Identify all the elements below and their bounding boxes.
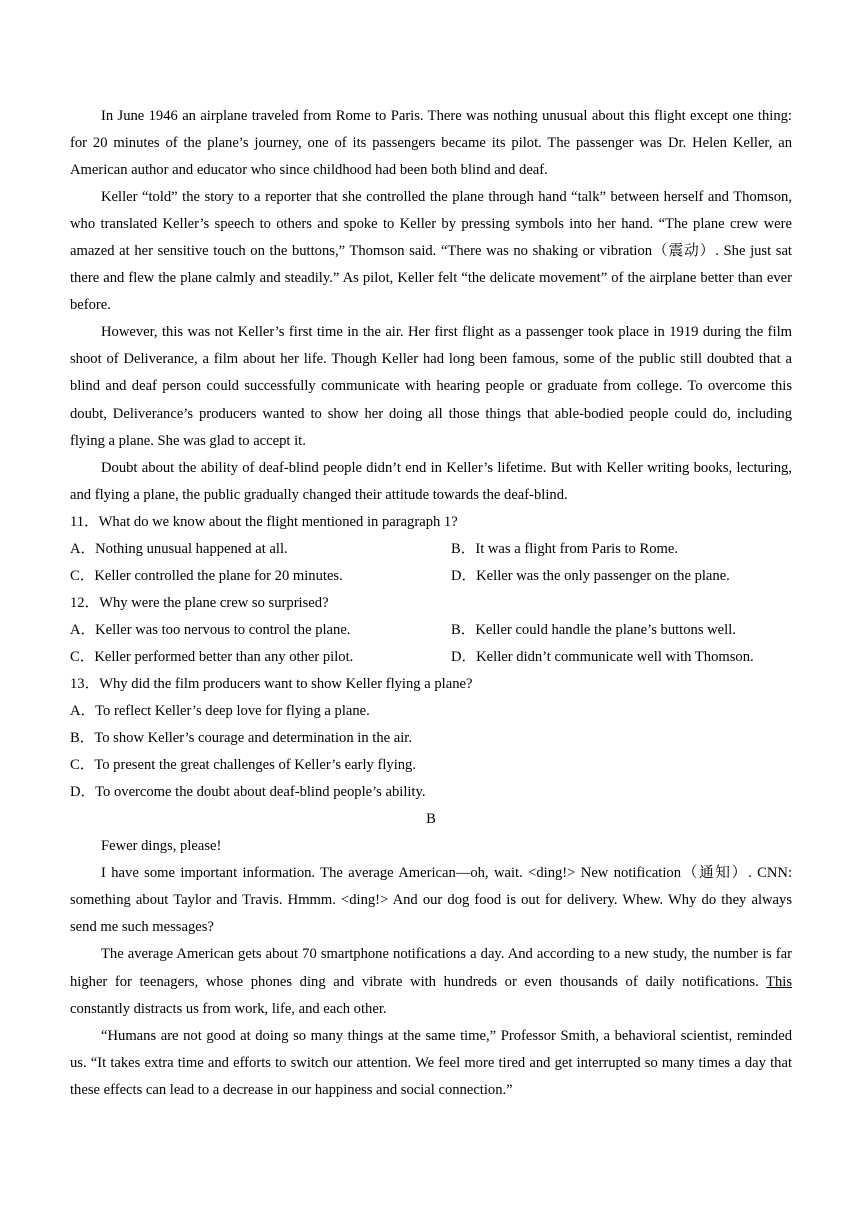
question-13-stem: 13．Why did the film producers want to show Keller flying a plane? — [70, 675, 473, 692]
question-11-option-a: A．Nothing unusual happened at all. — [70, 540, 288, 557]
question-11-option-c: C．Keller controlled the plane for 20 minutes. — [70, 567, 343, 584]
passage-b-paragraph-2 — [70, 941, 792, 1022]
question-11-options-row-1 — [70, 536, 792, 563]
passage-b-paragraph-3: “Humans are not good at doing so many things at the same time,” Professor Smith, a behavioral scientist, reminded us. “It takes extra time and efforts to switch our attention. We feel more tired and get interrupted so many times a day that these effects can lead to a decrease in our happiness and social connection.” — [70, 1027, 792, 1098]
passage-a-paragraph-3: However, this was not Keller’s first time in the air. Her first flight as a passenger took place in 1919 during the film shoot of Deliverance, a film about her life. Though Keller had long been famous, some of the public still doubted that a blind and deaf person could successfully communicate with hearing people or graduate from college. To overcome this doubt, Deliverance’s producers wanted to show her doing all those things that able-bodied people could do, including flying a plane. She was glad to accept it. — [70, 324, 792, 449]
section-b-heading: B — [426, 811, 436, 828]
passage-a-paragraph-4: Doubt about the ability of deaf-blind people didn’t end in Keller’s lifetime. But with Keller writing books, lecturing, and flying a plane, the public gradually changed their attitude towards the deaf-blind. — [70, 459, 792, 503]
passage-b-title: Fewer dings, please! — [101, 838, 222, 855]
passage-a-paragraph-1: In June 1946 an airplane traveled from Rome to Paris. There was nothing unusual about this flight except one thing: for 20 minutes of the plane’s journey, one of its passengers became its pilot. The passenger was Dr. Helen Keller, an American author and educator who since childhood had been both blind and deaf. — [70, 108, 792, 179]
question-13-option-b: B．To show Keller’s courage and determination in the air. — [70, 730, 412, 747]
question-13-option-d: D．To overcome the doubt about deaf-blind people’s ability. — [70, 784, 426, 801]
question-11-stem: 11．What do we know about the flight mentioned in paragraph 1? — [70, 513, 458, 530]
question-13-option-c: C．To present the great challenges of Keller’s early flying. — [70, 757, 417, 774]
passage-b-paragraph-1: I have some important information. The average American—oh, wait. <ding!> New notification（通知）. CNN: something about Taylor and Travis. Hmmm. <ding!> And our dog food is out for delivery. Whew. Why do they always send me such messages? — [70, 865, 792, 936]
question-12-option-b: B．Keller could handle the plane’s buttons well. — [451, 621, 736, 638]
question-12-options-row-2 — [70, 644, 792, 671]
passage-b-paragraph-2-text-before: The average American gets about 70 smartphone notifications a day. And according to a new study, the number is far higher for teenagers, whose phones ding and vibrate with hundreds or even thousands of daily notifications. — [70, 946, 792, 990]
question-12-option-c: C．Keller performed better than any other pilot. — [70, 648, 354, 665]
question-11-option-d: D．Keller was the only passenger on the plane. — [451, 567, 730, 584]
question-12-stem: 12．Why were the plane crew so surprised? — [70, 594, 329, 611]
question-13-option-a: A．To reflect Keller’s deep love for flying a plane. — [70, 703, 370, 720]
document-content — [70, 103, 792, 1104]
passage-a-paragraph-2: Keller “told” the story to a reporter that she controlled the plane through hand “talk” between herself and Thomson, who translated Keller’s speech to others and spoke to Keller by pressing symbols into her hand. “The plane crew were amazed at her sensitive touch on the buttons,” Thomson said. “There was no shaking or vibration（震动）. She just sat there and flew the plane calmly and steadily.” As pilot, Keller felt “the delicate movement” of the airplane better than ever before. — [70, 189, 792, 314]
underlined-word-this: This — [766, 973, 792, 990]
question-12-options-row-1 — [70, 617, 792, 644]
passage-b-paragraph-2-text-after: constantly distracts us from work, life, and each other. — [70, 1000, 387, 1017]
question-11-options-row-2 — [70, 563, 792, 590]
question-11-option-b: B．It was a flight from Paris to Rome. — [451, 540, 678, 557]
question-12-option-a: A．Keller was too nervous to control the plane. — [70, 621, 351, 638]
question-12-option-d: D．Keller didn’t communicate well with Thomson. — [451, 648, 754, 665]
